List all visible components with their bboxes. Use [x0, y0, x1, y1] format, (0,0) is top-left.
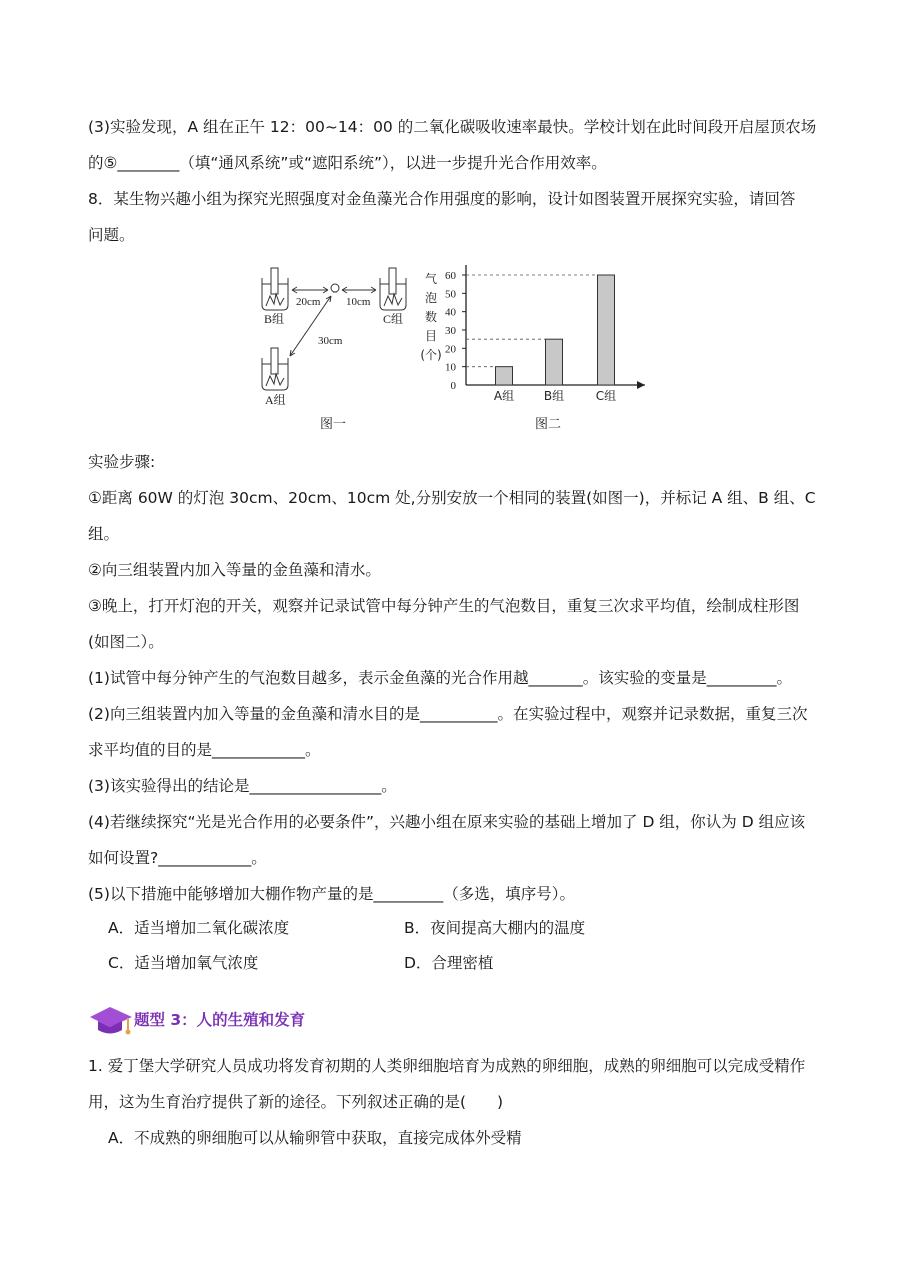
y-axis-title-char: 数 — [424, 310, 438, 324]
step-3: ③晚上，打开灯泡的开关，观察并记录试管中每分钟产生的气泡数目，重复三次求平均值，绘制成柱形图 — [88, 597, 800, 615]
y-axis-title-char: 气 — [424, 272, 438, 286]
graduation-cap-icon — [88, 1003, 134, 1041]
label-dist-30: 30cm — [318, 335, 343, 347]
y-tick-label: 20 — [445, 343, 456, 356]
y-axis-title-char: 泡 — [424, 291, 438, 305]
label-group-b: B组 — [264, 312, 285, 326]
x-tick-label: A组 — [493, 389, 515, 403]
bar — [496, 367, 513, 385]
experiment-figure — [0, 0, 905, 450]
x-tick-label: C组 — [595, 389, 617, 403]
question-8: 8．某生物兴趣小组为探究光照强度对金鱼藻光合作用强度的影响，设计如图装置开展探究实验，请回答 — [88, 190, 796, 208]
q1-line-2: 用，这为生育治疗提供了新的途径。下列叙述正确的是( ) — [88, 1093, 504, 1111]
option-d: D．合理密植 — [404, 954, 494, 972]
label-dist-20: 20cm — [296, 296, 321, 308]
figure2-caption: 图二 — [534, 417, 562, 432]
step-2: ②向三组装置内加入等量的金鱼藻和清水。 — [88, 561, 381, 579]
option-c: C．适当增加氧气浓度 — [108, 954, 259, 972]
figure1-diagram — [262, 268, 406, 390]
y-tick-label: 60 — [445, 270, 456, 282]
step-3-cont: (如图二）。 — [88, 633, 164, 651]
bar — [546, 339, 563, 385]
sub-question-2: (2)向三组装置内加入等量的金鱼藻和清水目的是__________。在实验过程中，观察并记录数据，重复三次 — [88, 705, 808, 723]
lamp-icon — [331, 284, 339, 292]
sub-question-4: (4)若继续探究“光是光合作用的必要条件”，兴趣小组在原来实验的基础上增加了 D 组，你认为 D 组应该 — [88, 813, 806, 831]
y-tick-label: 50 — [445, 288, 456, 301]
label-dist-10: 10cm — [346, 296, 371, 308]
text-line-q3: (3)实验发现，A 组在正午 12：00~14：00 的二氧化碳吸收速率最快。学校计划在此时间段开启屋顶农场 — [88, 118, 817, 136]
x-tick-label: B组 — [543, 389, 565, 403]
y-tick-label: 40 — [445, 306, 456, 319]
text-line-q3-cont: 的⑤________（填“通风系统”或“遮阳系统”），以进一步提升光合作用效率。 — [88, 154, 607, 172]
sub-question-2-cont: 求平均值的目的是____________。 — [88, 741, 321, 759]
y-tick-label: 30 — [445, 325, 456, 337]
section-title: 题型 3：人的生殖和发育 — [134, 1011, 306, 1029]
option-a: A．适当增加二氧化碳浓度 — [108, 919, 290, 937]
figure1-caption: 图一 — [320, 416, 347, 431]
sub-question-4-cont: 如何设置?____________。 — [88, 849, 267, 867]
step-1-cont: 组。 — [88, 525, 120, 543]
x-axis-arrow — [637, 381, 645, 389]
sub-question-1: (1)试管中每分钟产生的气泡数目越多，表示金鱼藻的光合作用越_______。该实验的变量是_________。 — [88, 669, 792, 687]
bar-chart — [420, 265, 645, 432]
label-group-c: C组 — [383, 312, 404, 326]
sub-question-5: (5)以下措施中能够增加大棚作物产量的是_________（多选，填序号）。 — [88, 885, 575, 903]
q1-option-a: A．不成熟的卵细胞可以从输卵管中获取，直接完成体外受精 — [108, 1129, 522, 1147]
option-b: B．夜间提高大棚内的温度 — [404, 919, 586, 937]
beaker-c — [380, 268, 406, 310]
y-tick-label: 10 — [445, 361, 456, 374]
beaker-a — [262, 348, 288, 390]
bar — [598, 275, 615, 385]
question-8-cont: 问题。 — [88, 226, 135, 244]
q1-line-1: 1. 爱丁堡大学研究人员成功将发育初期的人类卵细胞培育为成熟的卵细胞，成熟的卵细胞可以完成受精作 — [88, 1057, 806, 1075]
steps-title: 实验步骤: — [88, 453, 156, 471]
y-axis-title-char: 目 — [424, 329, 438, 343]
label-group-a: A组 — [265, 393, 286, 407]
step-1: ①距离 60W 的灯泡 30cm、20cm、10cm 处,分别安放一个相同的装置(如图一)，并标记 A 组、B 组、C — [88, 489, 816, 507]
y-axis-title-char: (个) — [420, 348, 442, 362]
sub-question-3: (3)该实验得出的结论是_________________。 — [88, 777, 397, 795]
y-tick-label: 0 — [450, 380, 456, 392]
beaker-b — [262, 268, 288, 310]
